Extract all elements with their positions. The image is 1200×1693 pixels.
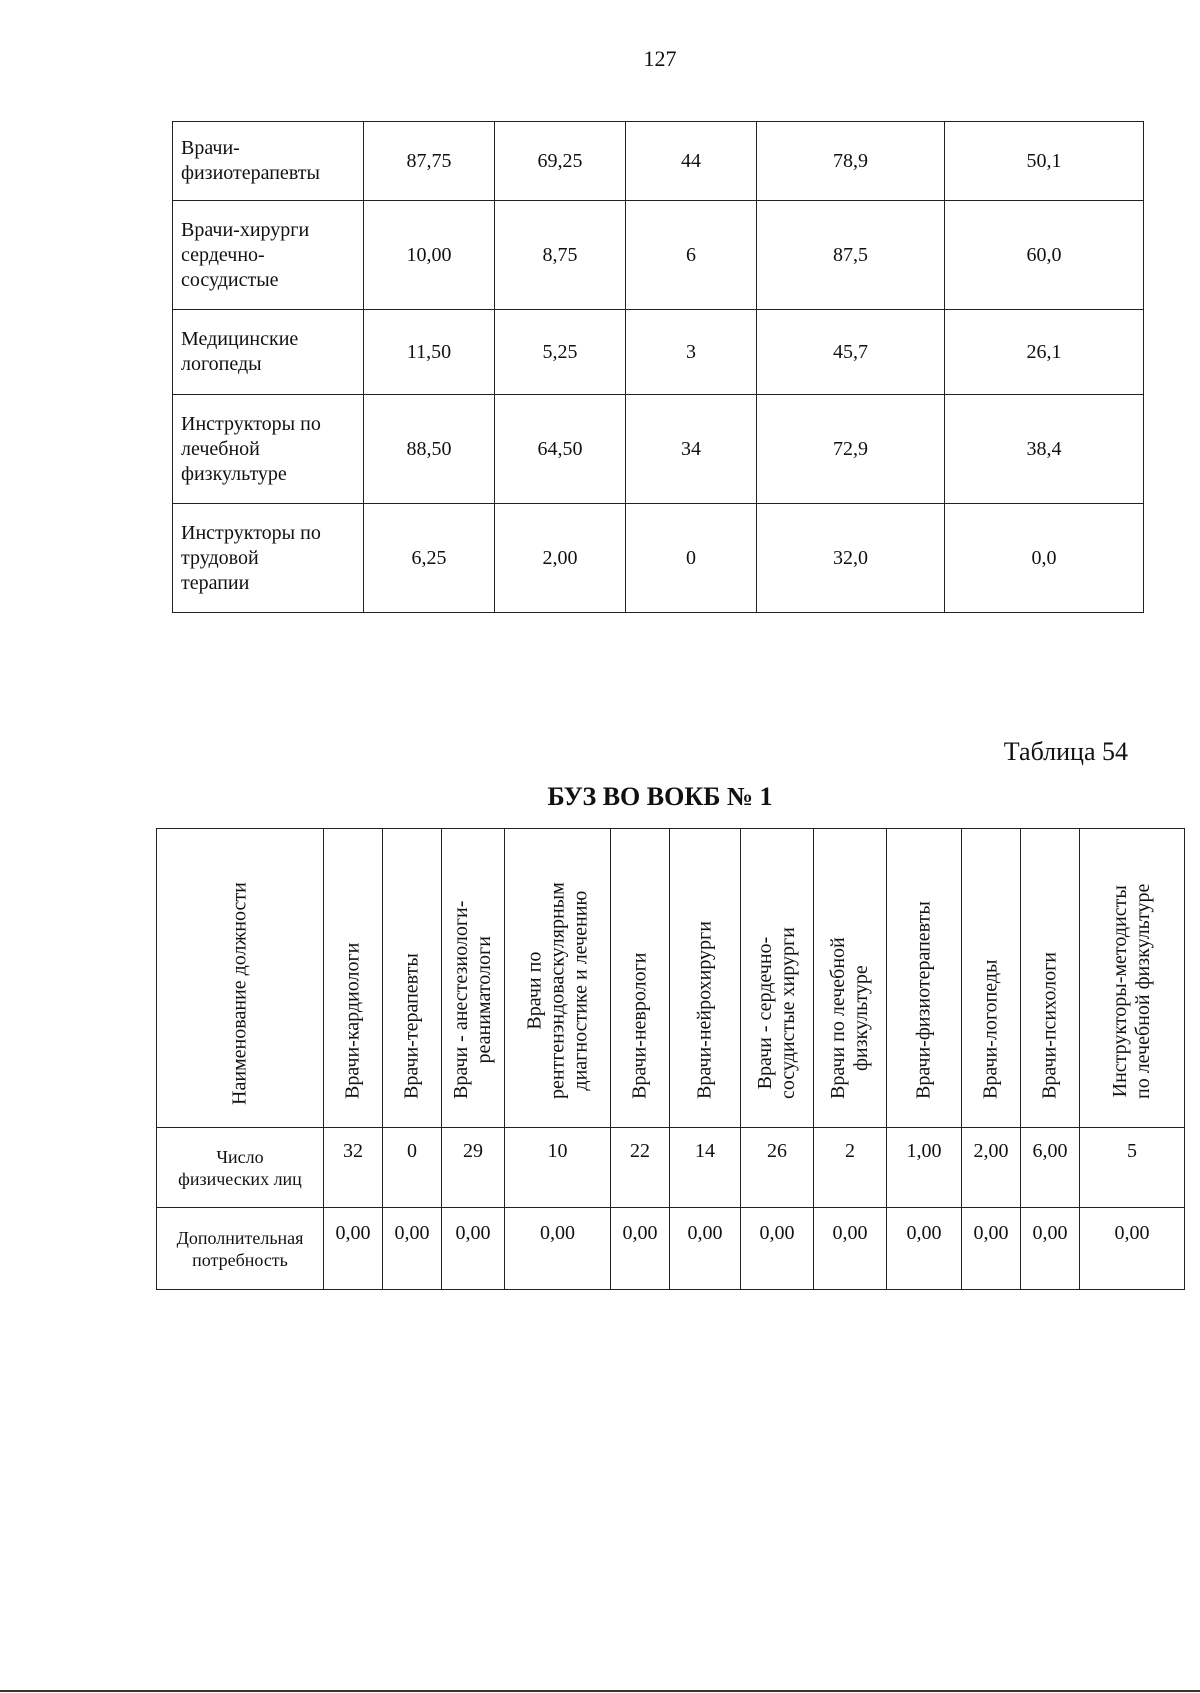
table-row: [173, 122, 1144, 201]
value-cell: 88,50: [364, 395, 495, 504]
column-header-text: Врачи-кардиологи: [341, 942, 364, 1099]
value-cell: 0,00: [505, 1208, 611, 1290]
value-cell: 0,00: [962, 1208, 1021, 1290]
value-cell: 64,50: [495, 395, 626, 504]
page-bottom-edge: [0, 1690, 1200, 1692]
column-header-text: Врачи-неврологи: [628, 952, 651, 1099]
position-header-cell: [157, 829, 324, 1128]
value-cell: 0,00: [1021, 1208, 1080, 1290]
value-cell: 60,0: [945, 201, 1144, 310]
table-row: [157, 1208, 1185, 1290]
header-row: [157, 829, 1185, 1128]
value-cell: 6,25: [364, 504, 495, 613]
column-header-text: Наименование должности: [228, 882, 251, 1105]
column-header-cell: [670, 829, 741, 1128]
column-header-cell: [442, 829, 505, 1128]
value-cell: 26,1: [945, 310, 1144, 395]
column-header-text: Врачи - анестезиологи- реаниматологи: [450, 900, 495, 1099]
value-cell: 6: [626, 201, 757, 310]
column-header-text: Врачи по лечебной физкультуре: [827, 937, 872, 1099]
value-cell: 2: [814, 1128, 887, 1208]
table-row: [173, 504, 1144, 613]
value-cell: 0,00: [324, 1208, 383, 1290]
value-cell: 29: [442, 1128, 505, 1208]
value-cell: 0: [626, 504, 757, 613]
value-cell: 10: [505, 1128, 611, 1208]
value-cell: 1,00: [887, 1128, 962, 1208]
value-cell: 0,0: [945, 504, 1144, 613]
column-header-cell: [1080, 829, 1185, 1128]
value-cell: 38,4: [945, 395, 1144, 504]
value-cell: 32: [324, 1128, 383, 1208]
table-row: [173, 310, 1144, 395]
continued-staffing-table: [172, 121, 1144, 613]
value-cell: 50,1: [945, 122, 1144, 201]
value-cell: 87,5: [757, 201, 945, 310]
value-cell: 69,25: [495, 122, 626, 201]
column-header-text: Врачи-психологи: [1038, 952, 1061, 1099]
column-header-text: Врачи-логопеды: [979, 959, 1002, 1099]
table-title: БУЗ ВО ВОКБ № 1: [547, 782, 773, 811]
value-cell: 2,00: [962, 1128, 1021, 1208]
page-number: 127: [643, 46, 677, 71]
position-name-cell: Врачи- физиотерапевты: [173, 122, 364, 201]
value-cell: 32,0: [757, 504, 945, 613]
value-cell: 8,75: [495, 201, 626, 310]
value-cell: 0,00: [814, 1208, 887, 1290]
column-header-cell: [383, 829, 442, 1128]
column-header-cell: [741, 829, 814, 1128]
value-cell: 0,00: [887, 1208, 962, 1290]
table-row: [157, 1128, 1185, 1208]
value-cell: 26: [741, 1128, 814, 1208]
value-cell: 14: [670, 1128, 741, 1208]
table-54: [156, 828, 1185, 1290]
value-cell: 22: [611, 1128, 670, 1208]
column-header-cell: [814, 829, 887, 1128]
value-cell: 10,00: [364, 201, 495, 310]
value-cell: 0,00: [1080, 1208, 1185, 1290]
position-name-cell: Медицинские логопеды: [173, 310, 364, 395]
position-name-cell: Инструкторы по лечебной физкультуре: [173, 395, 364, 504]
value-cell: 5,25: [495, 310, 626, 395]
value-cell: 6,00: [1021, 1128, 1080, 1208]
value-cell: 11,50: [364, 310, 495, 395]
column-header-text: Врачи-терапевты: [400, 953, 423, 1099]
column-header-text: Врачи - сердечно- сосудистые хирурги: [754, 927, 799, 1099]
value-cell: 5: [1080, 1128, 1185, 1208]
value-cell: 2,00: [495, 504, 626, 613]
value-cell: 78,9: [757, 122, 945, 201]
column-header-cell: [887, 829, 962, 1128]
column-header-text: Врачи-нейрохирурги: [693, 921, 716, 1099]
value-cell: 72,9: [757, 395, 945, 504]
row-label-cell: Дополнительная потребность: [157, 1208, 324, 1290]
value-cell: 0,00: [670, 1208, 741, 1290]
value-cell: 0,00: [383, 1208, 442, 1290]
column-header-cell: [505, 829, 611, 1128]
column-header-text: Врачи по рентгенэндоваскулярным диагностике и лечению: [523, 882, 591, 1099]
value-cell: 34: [626, 395, 757, 504]
column-header-cell: [611, 829, 670, 1128]
column-header-cell: [962, 829, 1021, 1128]
table-row: [173, 395, 1144, 504]
column-header-text: Врачи-физиотерапевты: [912, 901, 935, 1099]
row-label-cell: Число физических лиц: [157, 1128, 324, 1208]
column-header-cell: [324, 829, 383, 1128]
column-header-text: Инструкторы-методисты по лечебной физкультуре: [1109, 883, 1154, 1099]
value-cell: 44: [626, 122, 757, 201]
column-header-cell: [1021, 829, 1080, 1128]
position-name-cell: Инструкторы по трудовой терапии: [173, 504, 364, 613]
value-cell: 87,75: [364, 122, 495, 201]
position-name-cell: Врачи-хирурги сердечно- сосудистые: [173, 201, 364, 310]
value-cell: 45,7: [757, 310, 945, 395]
table-label: Таблица 54: [1003, 737, 1128, 766]
value-cell: 3: [626, 310, 757, 395]
value-cell: 0,00: [611, 1208, 670, 1290]
value-cell: 0,00: [741, 1208, 814, 1290]
value-cell: 0,00: [442, 1208, 505, 1290]
table-row: [173, 201, 1144, 310]
value-cell: 0: [383, 1128, 442, 1208]
